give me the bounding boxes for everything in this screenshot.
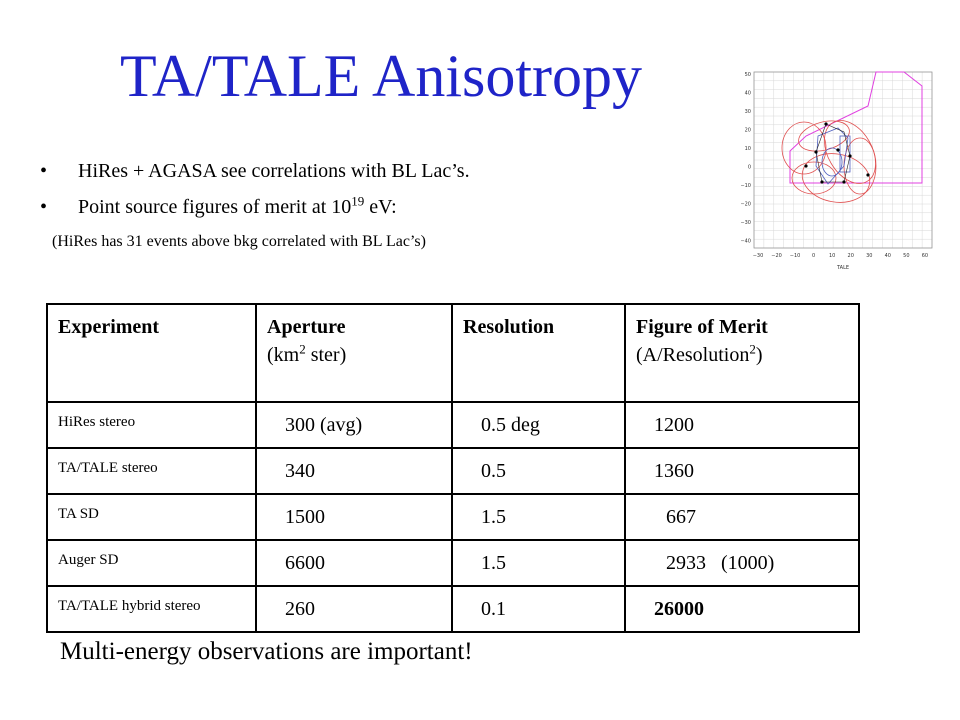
station-dot: [848, 154, 851, 157]
x-tick-label: 30: [866, 253, 873, 259]
x-tick-label: −30: [752, 253, 764, 259]
station-dot: [866, 173, 869, 176]
bullet-list: [40, 160, 470, 232]
y-tick-label: −20: [740, 201, 751, 208]
station-dot: [836, 148, 839, 151]
x-tick-label: 20: [847, 253, 854, 259]
table-row: [47, 494, 859, 540]
cell-experiment: TA/TALE hybrid stereo: [47, 586, 256, 632]
bullet-exponent: 19: [351, 193, 365, 209]
x-tick-labels: [753, 253, 928, 259]
y-tick-labels: [740, 72, 751, 245]
bullet-text: Point source figures of merit at 10: [78, 196, 352, 218]
table-row: [47, 540, 859, 586]
cell-experiment: Auger SD: [47, 540, 256, 586]
cell-resolution: 1.5: [452, 540, 625, 586]
station-dot: [804, 164, 807, 167]
plot-x-label: TALE: [836, 265, 850, 271]
blue-ellipse: [822, 148, 842, 176]
station-dot: [824, 122, 827, 125]
cell-experiment: TA/TALE stereo: [47, 448, 256, 494]
x-tick-label: 0: [812, 253, 816, 259]
cell-resolution: 0.1: [452, 586, 625, 632]
correlation-note: (HiRes has 31 events above bkg correlated with BL Lac’s): [52, 233, 426, 250]
header-aperture: Aperture ($km^2$ ster): [256, 304, 452, 402]
bullet-text-unit: eV:: [364, 196, 397, 218]
bullet-item: [40, 160, 470, 196]
table-row: [47, 402, 859, 448]
tale-aperture-plot: [726, 66, 940, 272]
x-tick-label: 10: [828, 253, 836, 259]
y-tick-label: 0: [747, 164, 751, 171]
cell-aperture: 260: [256, 586, 452, 632]
header-figure-of-merit: Figure of Merit (A/Resolution$^2$): [625, 304, 859, 402]
cell-figure-of-merit: 1360: [625, 448, 859, 494]
y-tick-label: −40: [740, 238, 751, 245]
cell-resolution: 0.5 deg: [452, 402, 625, 448]
bullet-item: [40, 193, 470, 232]
y-tick-label: 30: [744, 109, 751, 116]
cell-figure-of-merit: 667: [625, 494, 859, 540]
y-tick-label: 40: [744, 90, 751, 97]
cell-experiment: HiRes stereo: [47, 402, 256, 448]
red-aperture-ellipses: [782, 112, 886, 208]
cell-figure-of-merit: 1200: [625, 402, 859, 448]
y-tick-label: 50: [744, 72, 751, 78]
red-ellipse: [792, 162, 836, 194]
y-tick-label: 10: [744, 146, 751, 153]
cell-figure-of-merit: 26000: [625, 586, 859, 632]
cell-resolution: 1.5: [452, 494, 625, 540]
red-ellipse: [844, 138, 876, 194]
bullet-text: HiRes + AGASA see correlations with BL Lac’s.: [78, 160, 470, 182]
footer-statement: Multi-energy observations are important!: [60, 638, 473, 665]
x-tick-label: 60: [921, 253, 929, 259]
table-header-row: [47, 304, 859, 402]
figure-of-merit-table: [46, 303, 860, 633]
x-tick-label: −20: [771, 253, 782, 259]
station-dot: [820, 180, 823, 183]
cell-resolution: 0.5: [452, 448, 625, 494]
cell-aperture: 300 (avg): [256, 402, 452, 448]
x-tick-label: 50: [903, 253, 910, 259]
x-tick-label: 40: [884, 253, 891, 259]
station-dot: [814, 150, 817, 153]
cell-figure-of-merit: 2933 (1000): [625, 540, 859, 586]
y-tick-label: −10: [740, 183, 751, 190]
header-experiment: Experiment: [47, 304, 256, 402]
x-tick-label: −10: [789, 253, 801, 259]
bullet-marker: •: [40, 196, 48, 218]
cell-aperture: 340: [256, 448, 452, 494]
station-dot: [842, 180, 845, 183]
slide-title: TA/TALE Anisotropy: [120, 43, 643, 109]
table-row: [47, 448, 859, 494]
bullet-marker: •: [40, 160, 48, 182]
cell-experiment: TA SD: [47, 494, 256, 540]
red-ellipse: [782, 122, 826, 174]
y-tick-label: 20: [744, 127, 751, 134]
header-resolution: Resolution: [452, 304, 625, 402]
cell-aperture: 1500: [256, 494, 452, 540]
cell-aperture: 6600: [256, 540, 452, 586]
y-tick-label: −30: [740, 220, 751, 227]
table-row: [47, 586, 859, 632]
plot-grid: [754, 72, 932, 248]
